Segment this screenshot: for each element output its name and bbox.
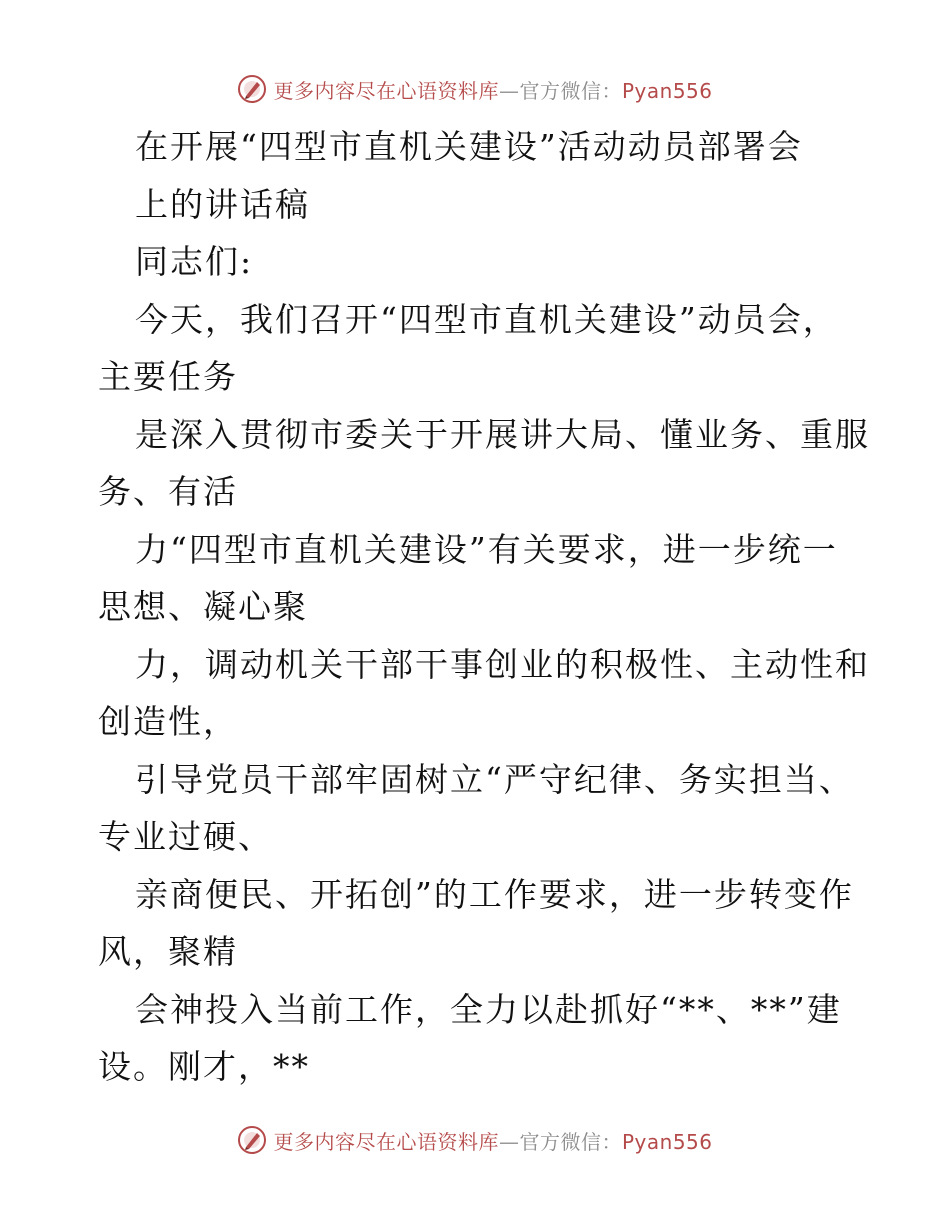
text-line: 创造性， <box>98 702 238 741</box>
banner-separator: — <box>498 1129 520 1154</box>
text-line: 在开展“四型市直机关建设”活动动员部署会 <box>135 127 803 166</box>
text-line: 设。刚才，** <box>98 1047 310 1086</box>
banner-separator: — <box>498 78 520 103</box>
brand-text: 更多内容尽在心语资料库 <box>273 1129 499 1154</box>
text-line: 风，聚精 <box>98 932 238 971</box>
brand-text: 更多内容尽在心语资料库 <box>273 78 499 103</box>
text-line: 是深入贯彻市委关于开展讲大局、懂业务、重服 <box>135 414 870 454</box>
text-line: 上的讲话稿 <box>135 184 310 224</box>
pen-logo-icon <box>237 74 267 104</box>
wechat-id: Pyan556 <box>621 78 713 103</box>
pen-logo-icon <box>237 1125 267 1155</box>
text-line: 思想、凝心聚 <box>98 587 308 626</box>
footer-banner <box>0 1120 950 1160</box>
text-line: 务、有活 <box>98 472 238 511</box>
text-line: 会神投入当前工作，全力以赴抓好“**、**”建 <box>135 989 842 1029</box>
header-banner-text <box>273 75 712 104</box>
text-line: 引导党员干部牢固树立“严守纪律、务实担当、 <box>135 759 854 799</box>
text-line: 专业过硬、 <box>98 817 273 856</box>
footer-banner-text <box>273 1126 712 1155</box>
text-line: 力，调动机关干部干事创业的积极性、主动性和 <box>135 644 870 684</box>
text-line: 力“四型市直机关建设”有关要求，进一步统一 <box>135 529 838 569</box>
text-line: 今天，我们召开“四型市直机关建设”动员会， <box>135 299 838 339</box>
wechat-id: Pyan556 <box>621 1129 713 1154</box>
text-line: 亲商便民、开拓创”的工作要求，进一步转变作 <box>135 874 854 914</box>
document-body <box>98 118 870 1096</box>
header-banner <box>0 69 950 109</box>
text-line: 同志们: <box>135 242 254 281</box>
official-wechat-label: 官方微信： <box>519 1129 622 1154</box>
text-line: 主要任务 <box>98 357 238 396</box>
official-wechat-label: 官方微信： <box>519 78 622 103</box>
